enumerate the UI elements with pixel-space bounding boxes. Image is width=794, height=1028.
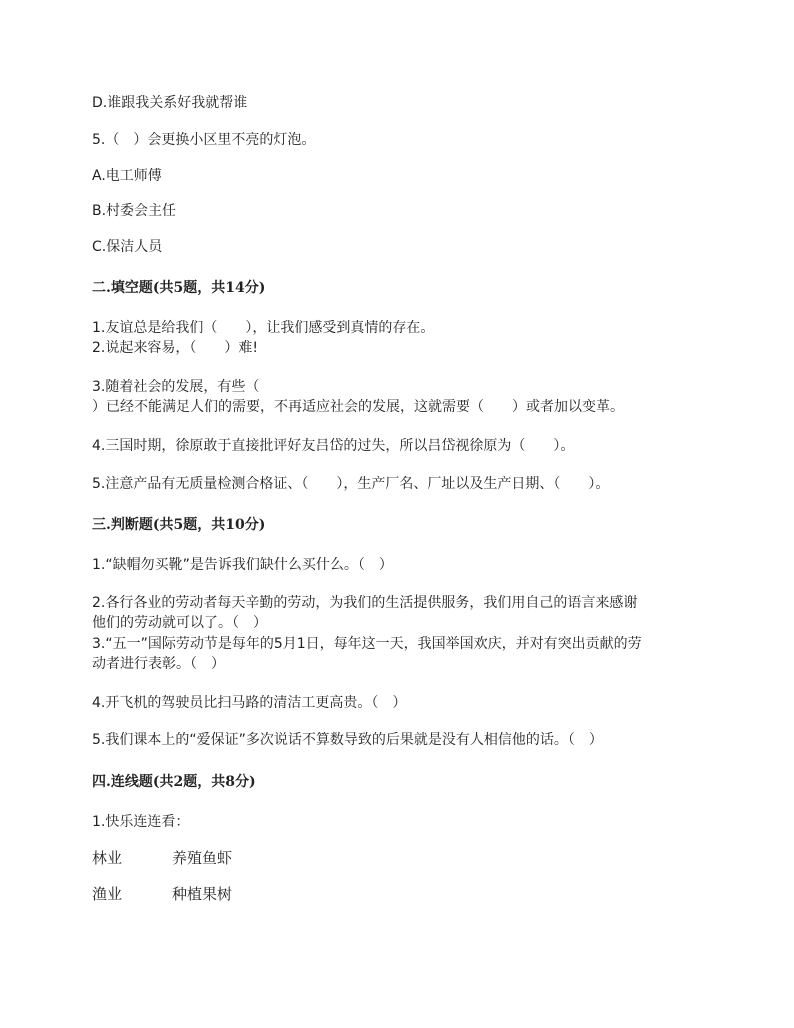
matching-row: [92, 885, 233, 903]
question-text: 4.三国时期，徐原敢于直接批评好友吕岱的过失，所以吕岱视徐原为（ ）。: [92, 438, 575, 454]
matching-left-item: 林业: [92, 849, 123, 867]
question-text: 4.开飞机的驾驶员比扫马路的清洁工更高贵。（ ）: [92, 695, 407, 711]
question-text: 3.“五一”国际劳动节是每年的5月1日，每年这一天，我国举国欢庆，并对有突出贡献的劳: [92, 636, 642, 652]
matching-left-item: 渔业: [92, 885, 123, 903]
question-text-continued: 动者进行表彰。（ ）: [92, 656, 225, 672]
question-text: 5.注意产品有无质量检测合格证、（ ），生产厂名、厂址以及生产日期、（ ）。: [92, 476, 610, 492]
question-text: 1.友谊总是给我们（ ），让我们感受到真情的存在。: [92, 320, 435, 336]
matching-row: [92, 849, 233, 867]
question-text: 2.说起来容易，（ ）难!: [92, 340, 258, 356]
choice-option-c: C.保洁人员: [92, 239, 163, 255]
choice-option-a: A.电工师傅: [92, 168, 162, 184]
section-heading-true-false: 三.判断题(共5题，共10分): [92, 517, 266, 533]
question-text: 1.“缺帽勿买靴”是告诉我们缺什么买什么。（ ）: [92, 557, 393, 573]
choice-option-d: D.谁跟我关系好我就帮谁: [92, 95, 248, 111]
choice-option-b: B.村委会主任: [92, 203, 177, 219]
question-text: 5.（ ）会更换小区里不亮的灯泡。: [92, 132, 316, 148]
question-text: 5.我们课本上的“爱保证”多次说话不算数导致的后果就是没有人相信他的话。（ ）: [92, 732, 603, 748]
section-heading-matching: 四.连线题(共2题，共8分): [92, 774, 256, 790]
question-text-continued: 他们的劳动就可以了。（ ）: [92, 615, 267, 631]
section-heading-fill-blank: 二.填空题(共5题，共14分): [92, 280, 266, 296]
question-text: 1.快乐连连看：: [92, 814, 190, 830]
question-text-continued: ）已经不能满足人们的需要，不再适应社会的发展，这就需要（ ）或者加以变革。: [92, 399, 624, 415]
matching-right-item: 种植果树: [172, 885, 233, 903]
question-text: 2.各行各业的劳动者每天辛勤的劳动，为我们的生活提供服务，我们用自己的语言来感谢: [92, 595, 638, 611]
question-text: 3.随着社会的发展，有些（: [92, 379, 260, 395]
matching-right-item: 养殖鱼虾: [172, 849, 233, 867]
